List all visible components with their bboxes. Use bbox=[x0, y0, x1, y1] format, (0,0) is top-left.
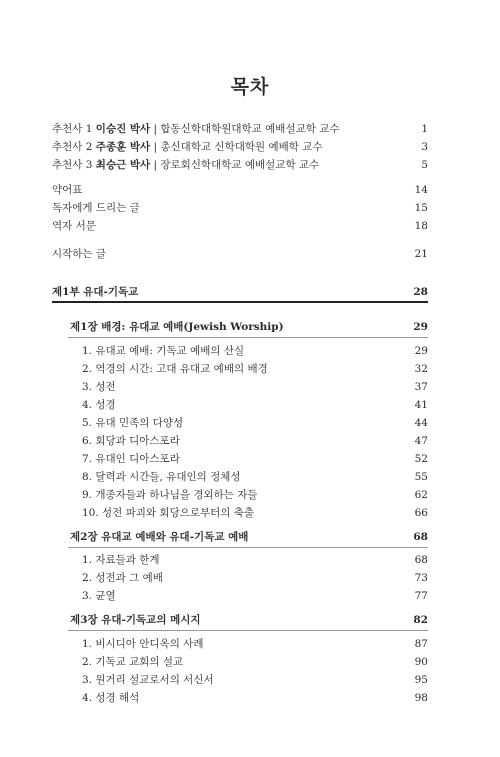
recommender-affiliation: | 장로회신학대학교 예배설교학 교수 bbox=[150, 159, 320, 171]
toc-entry-section[interactable]: 8. 달력과 시간들, 유대인의 정체성 55 bbox=[82, 471, 428, 483]
page-number: 15 bbox=[414, 202, 428, 214]
page-number: 62 bbox=[414, 489, 428, 501]
page-title: 목차 bbox=[230, 76, 270, 98]
toc-entry-translator-preface[interactable]: 역자 서문 18 bbox=[52, 220, 428, 232]
page-number: 52 bbox=[414, 453, 428, 465]
page-number: 68 bbox=[413, 531, 428, 543]
toc-entry-section[interactable]: 9. 개종자들과 하나님을 경외하는 자들 62 bbox=[82, 489, 428, 501]
recommender-affiliation: | 합동신학대학원대학교 예배설교학 교수 bbox=[150, 123, 340, 135]
toc-entry-section[interactable]: 10. 성전 파괴와 회당으로부터의 축출 66 bbox=[82, 507, 428, 519]
toc-entry-section[interactable]: 1. 유대교 예배: 기독교 예배의 산실 29 bbox=[82, 345, 428, 357]
page-number: 5 bbox=[421, 159, 428, 171]
page-number: 95 bbox=[414, 674, 428, 686]
toc-entry-section[interactable]: 2. 역경의 시간: 고대 유대교 예배의 배경 32 bbox=[82, 363, 428, 375]
toc-entry-section[interactable]: 1. 비시디아 안디옥의 사례 87 bbox=[82, 638, 428, 650]
toc-entry-section[interactable]: 5. 유대 민족의 다양성 44 bbox=[82, 417, 428, 429]
toc-entry-section[interactable]: 4. 성경 해석 98 bbox=[82, 692, 428, 704]
recommendation-prefix: 추천사 3 bbox=[52, 159, 93, 171]
page-number: 41 bbox=[414, 399, 428, 411]
page-number: 14 bbox=[414, 184, 428, 196]
page-number: 29 bbox=[414, 345, 428, 357]
page-number: 44 bbox=[414, 417, 428, 429]
page-number: 21 bbox=[414, 248, 428, 260]
recommendation-prefix: 추천사 2 bbox=[52, 141, 93, 153]
page-number: 32 bbox=[414, 363, 428, 375]
toc-entry-part-1[interactable]: 제1부 유대-기독교 28 bbox=[52, 286, 428, 298]
recommender-affiliation: | 총신대학교 신학대학원 예배학 교수 bbox=[150, 141, 323, 153]
chapter-divider bbox=[68, 547, 428, 548]
toc-entry-section[interactable]: 7. 유대인 디아스포라 52 bbox=[82, 453, 428, 465]
page-number: 28 bbox=[413, 286, 428, 298]
page-number: 82 bbox=[413, 614, 428, 626]
page-number: 37 bbox=[414, 381, 428, 393]
toc-entry-recommendation-3[interactable] bbox=[52, 158, 428, 172]
toc-entry-section[interactable]: 2. 기독교 교회의 설교 90 bbox=[82, 656, 428, 668]
page-number: 77 bbox=[414, 590, 428, 602]
page-number: 87 bbox=[414, 638, 428, 650]
toc-entry-section[interactable]: 3. 성전 37 bbox=[82, 381, 428, 393]
chapter-divider bbox=[68, 337, 428, 338]
page-number: 18 bbox=[414, 220, 428, 232]
page-number: 68 bbox=[414, 554, 428, 566]
recommender-name: 최승근 박사 bbox=[95, 159, 151, 171]
page-number: 98 bbox=[414, 692, 428, 704]
toc-entry-chapter-2[interactable]: 제2장 유대교 예배와 유대-기독교 예배 68 bbox=[70, 531, 428, 543]
page-number: 73 bbox=[414, 572, 428, 584]
page-number: 1 bbox=[421, 123, 428, 135]
chapter-divider bbox=[68, 630, 428, 631]
toc-entry-chapter-3[interactable]: 제3장 유대-기독교의 메시지 82 bbox=[70, 614, 428, 626]
toc-entry-to-readers[interactable]: 독자에게 드리는 글 15 bbox=[52, 202, 428, 214]
part-divider bbox=[52, 301, 428, 303]
toc-entry-abbreviations[interactable]: 약어표 14 bbox=[52, 184, 428, 196]
toc-entry-introduction[interactable]: 시작하는 글 21 bbox=[52, 248, 428, 260]
page-number: 55 bbox=[414, 471, 428, 483]
page-number: 90 bbox=[414, 656, 428, 668]
toc-entry-section[interactable]: 3. 원거리 설교로서의 서신서 95 bbox=[82, 674, 428, 686]
recommendation-prefix: 추천사 1 bbox=[52, 123, 93, 135]
toc-entry-recommendation-2[interactable] bbox=[52, 140, 428, 154]
toc-entry-section[interactable]: 1. 자료들과 한계 68 bbox=[82, 554, 428, 566]
page-number: 3 bbox=[421, 141, 428, 153]
toc-entry-chapter-1[interactable]: 제1장 배경: 유대교 예배(Jewish Worship) 29 bbox=[70, 321, 428, 333]
recommender-name: 이승진 박사 bbox=[95, 123, 151, 135]
toc-entry-section[interactable]: 3. 균열 77 bbox=[82, 590, 428, 602]
recommender-name: 주종훈 박사 bbox=[95, 141, 151, 153]
toc-entry-section[interactable]: 2. 성전과 그 예배 73 bbox=[82, 572, 428, 584]
page-number: 29 bbox=[413, 321, 428, 333]
toc-entry-recommendation-1[interactable] bbox=[52, 122, 428, 136]
page-number: 66 bbox=[414, 507, 428, 519]
toc-entry-section[interactable]: 4. 성경 41 bbox=[82, 399, 428, 411]
toc-entry-section[interactable]: 6. 회당과 디아스포라 47 bbox=[82, 435, 428, 447]
page-number: 47 bbox=[414, 435, 428, 447]
